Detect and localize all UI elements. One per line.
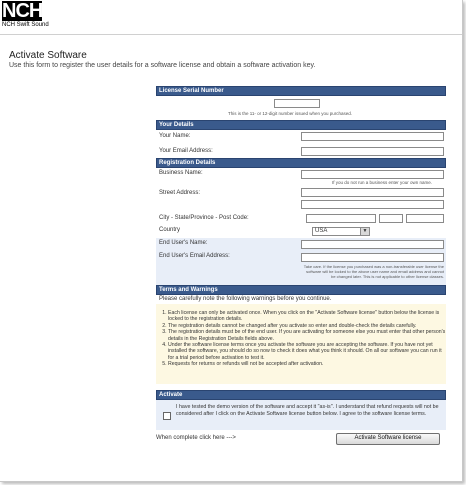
street-address-label: Street Address: (159, 190, 201, 196)
page-intro: Use this form to register the user details for a software license and obtain a software activation key. (9, 62, 316, 69)
street-row (156, 186, 446, 212)
warning-item: 5. Requests for returns or refunds will not be accepted after activation. (168, 361, 446, 367)
section-license-serial: License Serial Number (156, 86, 446, 96)
your-name-label: Your Name: (159, 133, 191, 139)
serial-number-input[interactable] (274, 99, 320, 108)
business-hint: If you do not run a business enter your own name. (332, 180, 433, 185)
end-user-name-label: End User's Name: (159, 240, 208, 246)
end-user-email-label: End User's Email Address: (159, 253, 230, 259)
end-user-hint: Take care. If the license you purchased was a non-transferable user license the software will be locked to the above user name and email address and cannot be changed later. This is not applicable to other license classes. (303, 264, 444, 279)
business-name-label: Business Name: (159, 170, 203, 176)
section-activate: Activate (156, 390, 446, 400)
submit-row (156, 430, 446, 446)
serial-hint: This is the 11- or 12-digit number issued when you purchased. (228, 111, 352, 116)
warnings-list (156, 310, 446, 368)
country-select[interactable] (312, 227, 370, 236)
end-user-email-input[interactable] (301, 253, 444, 262)
logo-mark: NCH (2, 0, 43, 22)
country-label: Country (159, 227, 181, 233)
section-your-details: Your Details (156, 120, 446, 130)
warnings-box (156, 304, 446, 384)
city-label: City - State/Province - Post Code: (159, 215, 249, 221)
business-name-input[interactable] (301, 170, 444, 179)
state-input[interactable] (379, 214, 403, 223)
city-row (156, 212, 446, 226)
your-email-label: Your Email Address: (159, 148, 213, 154)
warning-item: 3. The registration details must be of the end user. If you are activating for someone else you must enter that other person's details in the Registration Details fields above. (168, 329, 446, 342)
warning-item: 4. Under the software license terms once you activate the software you are accepting the software. If you have not yet installed the software, you should do so now to check it does what you think it should. On all our software you can run it for a trial period before activation to test it. (168, 342, 446, 361)
country-value: USA (315, 228, 328, 234)
your-name-input[interactable] (301, 132, 444, 141)
nch-logo[interactable] (2, 0, 49, 31)
section-terms: Terms and Warnings (156, 285, 446, 295)
business-row (156, 168, 446, 186)
end-user-email-row (156, 251, 446, 285)
page-title: Activate Software (9, 50, 87, 61)
activate-license-button[interactable]: Activate Software license (336, 433, 440, 445)
street-address-input-1[interactable] (301, 188, 444, 197)
terms-intro: Please carefully note the following warnings before you continue. (159, 296, 332, 302)
warning-item: 1. Each license can only be activated once. When you click on the "Activate Software license" button below the license is locked to the registration details. (168, 310, 446, 323)
agreement-text: I have tested the demo version of the software and accept it "as-is". I understand that refund requests will not be considered after I click on the Activate Software license button below. I agree to the software license terms. (176, 404, 439, 417)
end-user-name-input[interactable] (301, 240, 444, 249)
your-name-row (156, 130, 446, 144)
agreement-row (156, 400, 446, 430)
city-input[interactable] (306, 214, 376, 223)
license-row (156, 96, 446, 120)
agreement-checkbox[interactable] (163, 412, 171, 420)
activation-form (156, 86, 446, 446)
logo-subtitle: NCH Swift Sound (2, 22, 49, 28)
end-user-name-row (156, 238, 446, 251)
your-email-input[interactable] (301, 147, 444, 156)
section-registration: Registration Details (156, 158, 446, 168)
country-row (156, 226, 446, 238)
warning-item: 2. The registration details cannot be changed after you activate so enter and double-check the details carefully. (168, 323, 446, 329)
post-code-input[interactable] (406, 214, 444, 223)
your-email-row (156, 144, 446, 158)
terms-intro-row (156, 295, 446, 304)
complete-instruction: When complete click here ---> (156, 435, 236, 441)
street-address-input-2[interactable] (301, 200, 444, 209)
site-header (0, 0, 462, 35)
chevron-down-icon[interactable]: ▼ (360, 228, 369, 235)
